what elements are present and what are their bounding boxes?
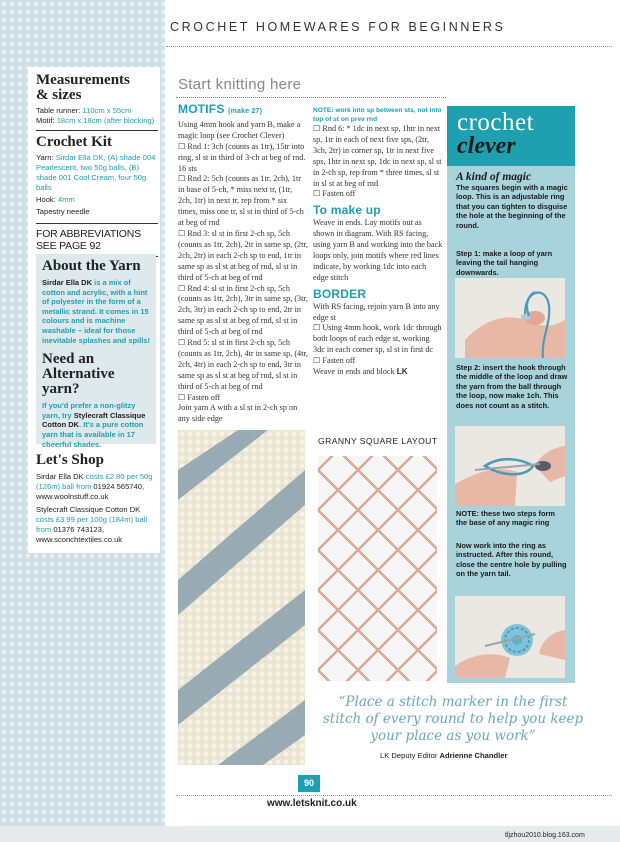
magic-ring-image xyxy=(455,596,565,678)
hook-through-loop-image xyxy=(455,426,565,506)
pattern-line: ☐ Fasten off xyxy=(313,356,356,366)
motifs-column xyxy=(178,104,308,425)
pattern-line: ☐ Fasten off xyxy=(178,392,221,402)
step-1-text: Step 1: make a loop of yarn leaving the tail hanging downwards. xyxy=(456,249,553,277)
kit-yarn: Yarn: Sirdar Ella DK, (A) shade 004 Pearlescent, two 50g balls, (B) shade 001 Cool Cream, four 50g balls xyxy=(36,153,156,192)
runner-size: Table runner: 110cm x 55cm xyxy=(36,106,132,115)
make-up-text: Weave in ends. Lay motifs out as shown in diagram. With RS facing, using yarn B and working into the back loops only, join motifs where red lines indicate, by working 1dc into each edge stitch xyxy=(313,218,443,282)
kit-hook: Hook: 4mm xyxy=(36,195,75,204)
abbreviations-note: FOR ABBREVIATIONS SEE PAGE 92 xyxy=(36,228,141,252)
ring-photo xyxy=(455,596,565,678)
layout-title: GRANNY SQUARE LAYOUT xyxy=(318,436,438,446)
pattern-line: With RS facing, rejoin yarn B into any edge st xyxy=(313,301,440,322)
pattern-line: Join yarn A with a sl st in 2-ch sp on any side edge xyxy=(178,403,298,424)
header-divider xyxy=(166,46,612,47)
note-steps: NOTE: these two steps form the base of any magic ring xyxy=(456,509,555,528)
shop-section xyxy=(36,453,158,545)
watermark: tljzhou2010.blog.163.com xyxy=(505,832,585,839)
step-1-photo xyxy=(455,278,565,358)
motifs-heading: MOTIFS (make 27) xyxy=(178,102,263,116)
note-text: NOTE: work into sp between sts, not into top of st on prev rnd xyxy=(313,107,442,123)
diamond-grid xyxy=(318,456,437,681)
divider xyxy=(36,223,158,224)
divider xyxy=(36,130,158,131)
border-heading: BORDER xyxy=(313,286,367,301)
motif-size: Motif: 18cm x 18cm (after blocking) xyxy=(36,116,155,125)
shop-heading: Let's Shop xyxy=(36,452,104,468)
pattern-line: ☐ Rnd 3: sl st in first 2-ch sp, 5ch (counts as 1tr, 2ch), 2tr in same sp, (2tr, 2ch, 2tr) in each 2-ch sp to end, 1tr in same sp as sl st at beg of rnd, sl st in third of 5-ch at beg of rnd xyxy=(178,228,308,282)
pattern-line: ☐ Rnd 1: 3ch (counts as 1tr), 15tr into ring, sl st in third of 3-ch at beg of rnd. 16 sts xyxy=(178,141,306,173)
alternative-text: If you'd prefer a non-glitzy yarn, try Stylecraft Classique Cotton DK. It's a pure cotton yarn that is available in 17 cheerful shades. xyxy=(42,401,146,449)
note-ring: Now work into the ring as instructed. After this round, close the centre hole by pulling on the yarn tail. xyxy=(456,541,567,579)
granny-square-layout xyxy=(318,456,437,681)
footer-divider xyxy=(176,795,612,796)
quote-attribution: LK Deputy Editor Adrienne Chandler xyxy=(380,751,508,760)
magic-subtitle: A kind of magic xyxy=(456,171,532,183)
pattern-line: ☐ Rnd 5: sl st in first 2-ch sp, 5ch (counts as 1tr, 2ch), 4tr in same sp, (4tr, 2ch, 4tr) in each 2-ch sp to end, 3tr in same sp as sl st at beg of rnd, sl st in third of 5-ch at beg of rnd xyxy=(178,338,308,391)
website-link[interactable]: www.letsknit.co.uk xyxy=(267,798,357,809)
pattern-line: ☐ Using 4mm hook, work 1dc through both loops of each edge st, working 3dc in each corner sp, sl st in first dc xyxy=(313,323,442,355)
page-number: 90 xyxy=(298,775,320,792)
pattern-line: ☐ Rnd 4: sl st in first 2-ch sp, 5ch (counts as 1tr, 2ch), 3tr in same sp, (3tr, 2ch, 3tr) in each 2-ch sp to end, 2tr in same sp as sl st at beg of rnd, sl st in third of 5-ch at beg of rnd xyxy=(178,283,308,337)
measurements-section xyxy=(36,73,158,261)
about-yarn-heading: About the Yarn xyxy=(42,258,141,274)
crochet-clever-header xyxy=(447,106,575,166)
crochet-clever-title-2: clever xyxy=(457,133,516,159)
kit-heading: Crochet Kit xyxy=(36,134,112,150)
magic-intro: The squares begin with a magic loop. This is an adjustable ring that you can tighten to disguise the hole at the beginning of the round. xyxy=(456,183,568,230)
measurements-heading: Measurements & sizes xyxy=(36,72,130,103)
instructions-column xyxy=(313,107,443,378)
hand-loop-image xyxy=(455,278,565,358)
page-header: CROCHET HOMEWARES FOR BEGINNERS xyxy=(170,20,506,34)
pattern-line: Using 4mm hook and yarn B, make a magic loop (see Crochet Clever) xyxy=(178,119,301,140)
about-yarn-text: Sirdar Ella DK is a mix of cotton and acrylic, with a hint of polyester in the form of a metallic strand. It comes in 15 colours and is machine washable – ideal for those inevitable splashes and spills! xyxy=(42,278,150,345)
make-up-heading: To make up xyxy=(313,203,381,218)
pattern-line: ☐ Rnd 6: * 1dc in next sp, 1htr in next sp, 1tr in each of next five sps, (2tr, 3ch, 2tr) in corner sp, 1tr in next five sps, 1htr in next sp, 1dc in next sp, sl st in 2-ch sp, rep from * three times, sl st in sl st at beg of rnd xyxy=(313,124,442,188)
title-divider xyxy=(176,97,446,98)
shop-item-2: Stylecraft Classique Cotton DK costs £3.99 per 100g (184m) ball from 01376 743123, www.sconchtextiles.co.uk xyxy=(36,505,148,544)
kit-tapestry: Tapestry needle xyxy=(36,207,90,216)
editor-quote: “Place a stitch marker in the first stitch of every round to help you keep your place as you work” xyxy=(322,694,584,744)
granny-square-runner-image xyxy=(178,430,305,765)
about-yarn-box xyxy=(36,254,156,449)
shop-item-1: Sirdar Ella DK costs £2.80 per 50g (126m) ball from 01924 565740, www.woolnstuff.co.uk xyxy=(36,472,153,501)
step-2-photo xyxy=(455,426,565,506)
pattern-line: ☐ Rnd 2: 5ch (counts as 1tr, 2ch), 1tr in base of 5-ch, * miss next tr, (1tr, 2ch, 1tr) in next tr, rep from * six times, miss one tr, sl st in third of 5-ch at beg of rnd xyxy=(178,174,304,228)
pattern-line: ☐ Fasten off xyxy=(313,189,356,199)
step-2-text: Step 2: insert the hook through the middle of the loop and draw the yarn from the ball through the loop, now make 1ch. This does not count as a stitch. xyxy=(456,363,568,410)
alternative-heading: Need an Alternative yarn? xyxy=(42,351,115,398)
weave-line: Weave in ends and block LK xyxy=(313,367,408,377)
crochet-runner-photo xyxy=(178,430,305,765)
layout-diagram xyxy=(318,456,437,681)
crochet-clever-title: crochet xyxy=(457,109,535,136)
start-knitting-title: Start knitting here xyxy=(178,76,302,93)
